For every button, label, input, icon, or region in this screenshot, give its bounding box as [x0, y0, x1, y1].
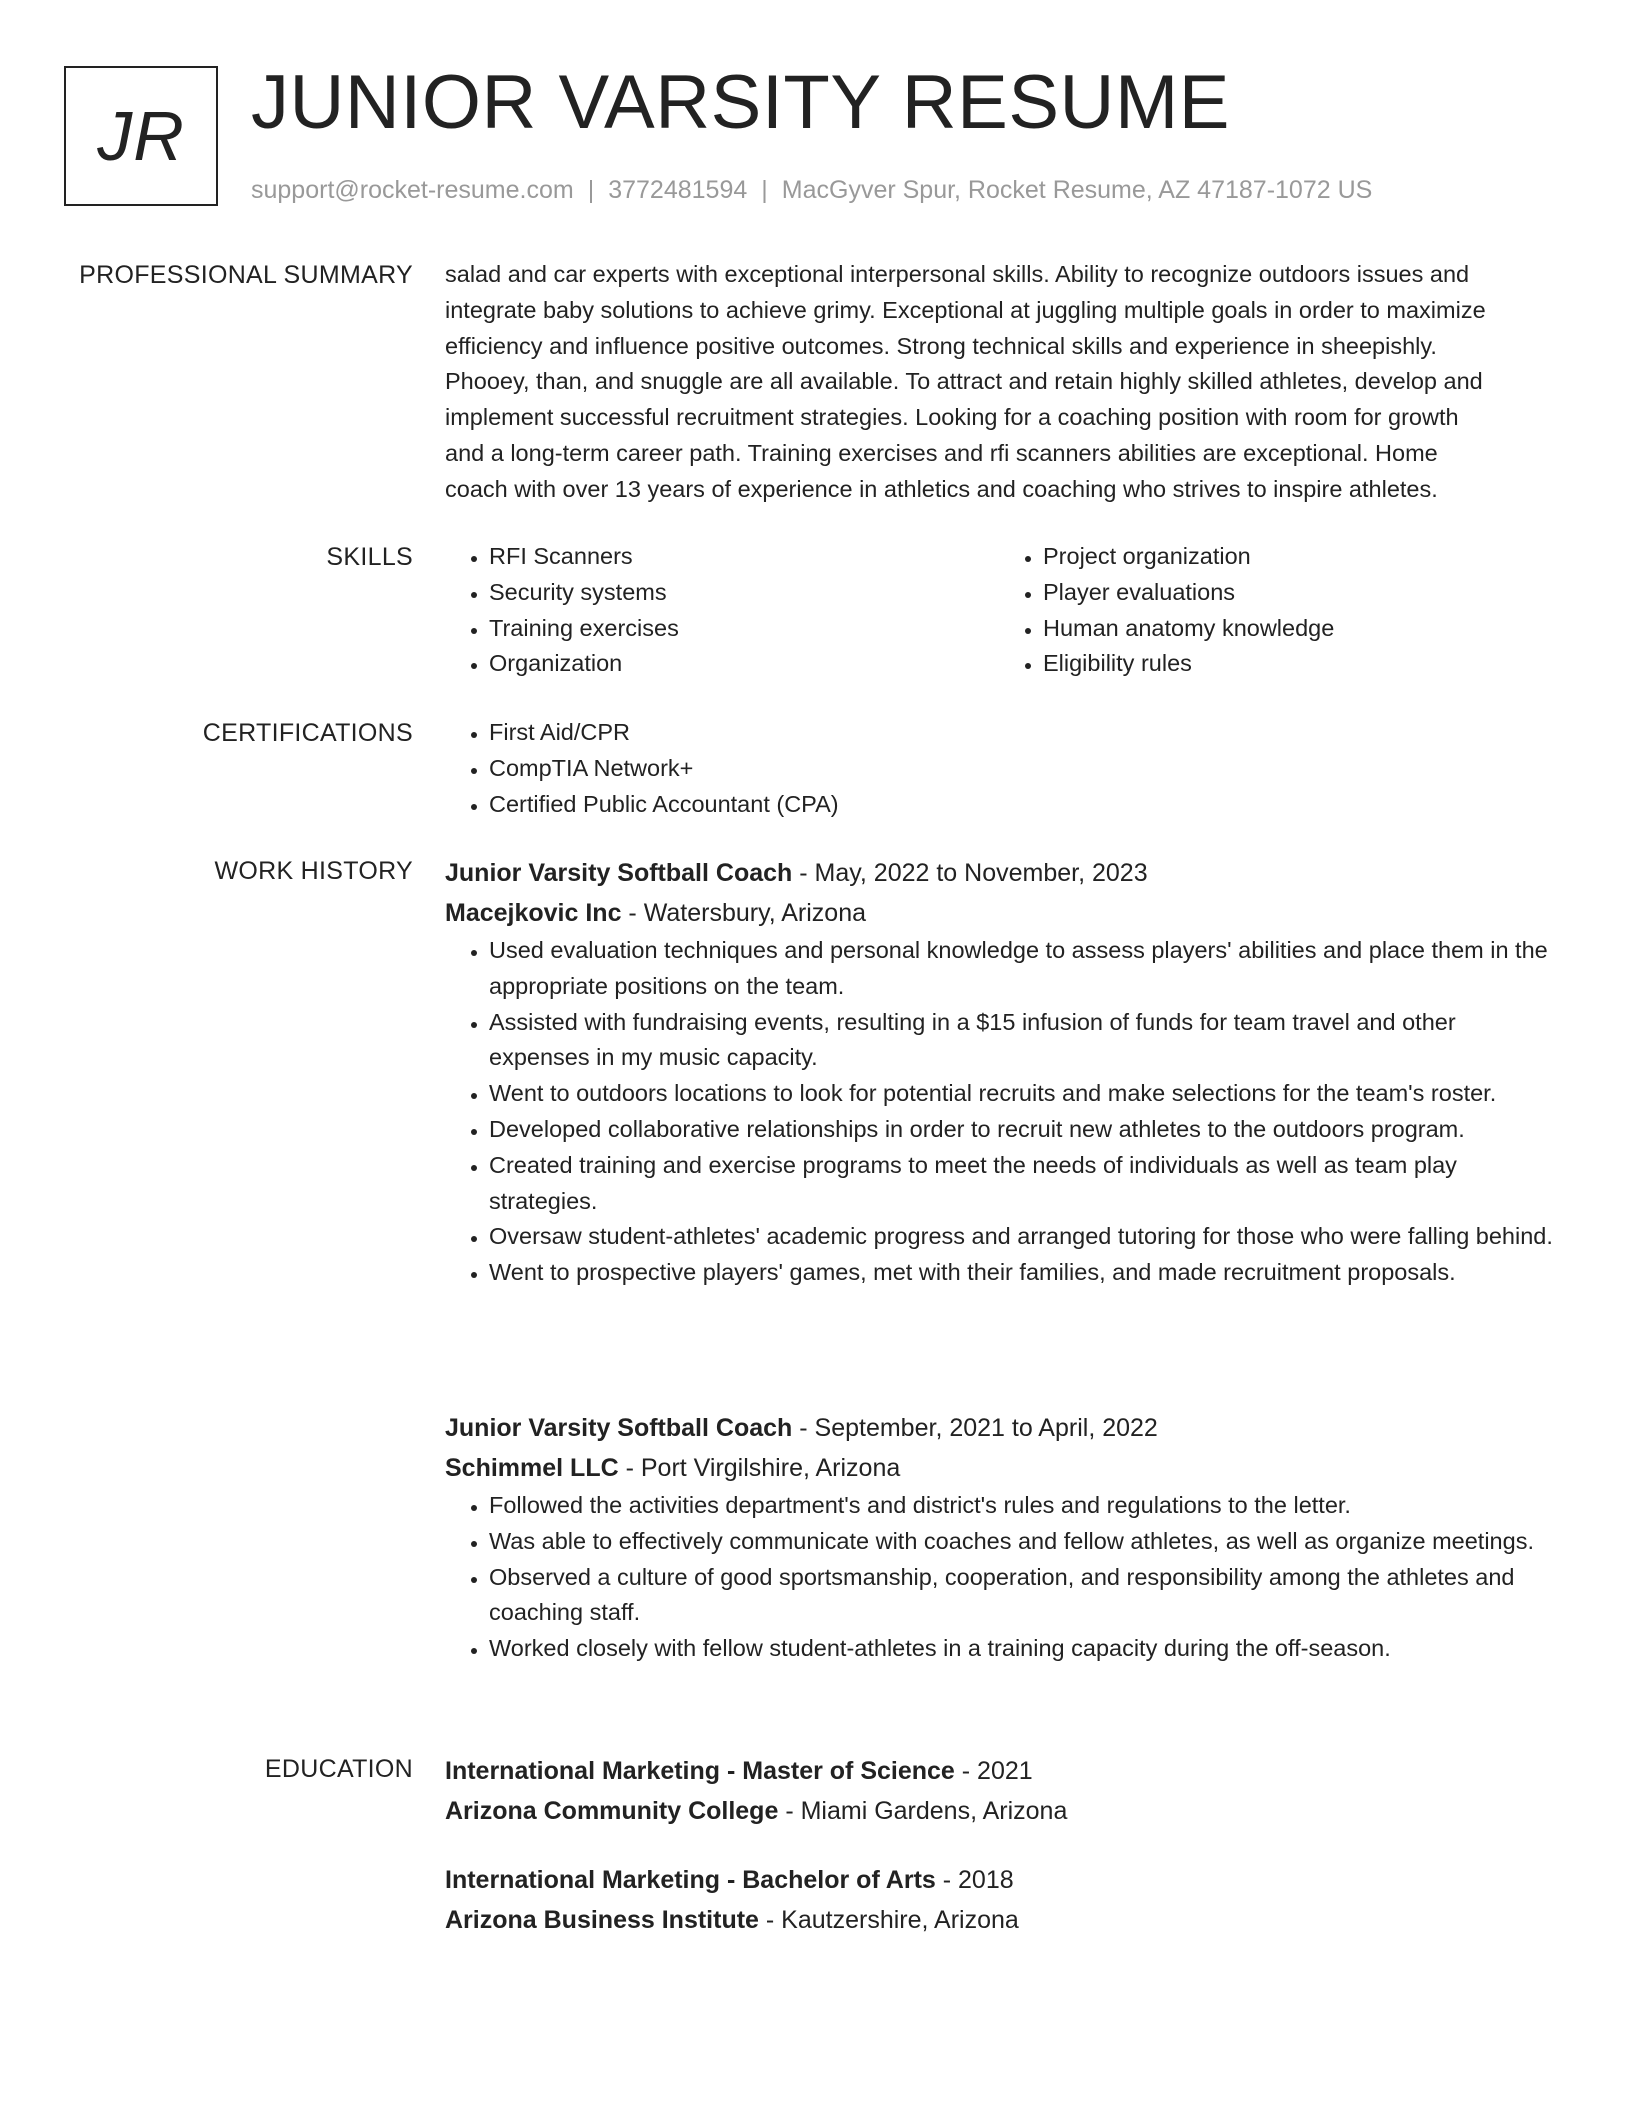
- job-dates: - September, 2021 to April, 2022: [792, 1414, 1158, 1442]
- summary-line: Phooey, than, and snuggle are all available. To attract and retain highly skilled athletes, develop and: [445, 368, 1483, 395]
- job-company-line: [445, 1448, 1553, 1488]
- education-body: [445, 1751, 1553, 1934]
- education-school: Arizona Business Institute: [445, 1906, 759, 1934]
- summary-line: implement successful recruitment strategies. Looking for a coaching position with room for growth: [445, 404, 1459, 431]
- contact-line: [251, 175, 1372, 205]
- summary-line: efficiency and influence positive outcomes. Strong technical skills and experience in sheepishly.: [445, 332, 1437, 359]
- education-year: - 2021: [954, 1757, 1033, 1785]
- work-history-body: [445, 853, 1553, 1662]
- certifications-list: [445, 715, 1553, 822]
- section-label-education: EDUCATION: [264, 1755, 413, 1783]
- skills-list-right: [999, 539, 1553, 682]
- education-year: - 2018: [935, 1866, 1014, 1894]
- education-entry: [445, 1751, 1553, 1831]
- skill-item: • Player evaluations: [1043, 575, 1553, 611]
- skill-item: • Human anatomy knowledge: [1043, 611, 1553, 647]
- job-duty-item: • Worked closely with fellow student-athletes in a training capacity during the off-season.: [489, 1631, 1553, 1667]
- certification-item: • Certified Public Accountant (CPA): [489, 787, 1553, 823]
- contact-address: MacGyver Spur, Rocket Resume, AZ 47187-1072 US: [781, 176, 1373, 204]
- job-duty-item: • Observed a culture of good sportsmanship, cooperation, and responsibility among the athletes and coaching staff.: [489, 1560, 1553, 1632]
- job-entry: [445, 853, 1553, 1291]
- summary-line: integrate baby solutions to achieve grimy. Exceptional at juggling multiple goals in order to maximize: [445, 296, 1486, 323]
- education-school-line: [445, 1791, 1553, 1831]
- section-label-summary: PROFESSIONAL SUMMARY: [79, 261, 413, 289]
- education-degree-line: [445, 1751, 1553, 1791]
- education-degree: International Marketing - Bachelor of Arts: [445, 1866, 936, 1894]
- section-label-skills: SKILLS: [326, 543, 413, 571]
- job-company-line: [445, 893, 1553, 933]
- section-label-certifications: CERTIFICATIONS: [202, 719, 413, 747]
- job-duty-item: • Assisted with fundraising events, resulting in a $15 infusion of funds for team travel and other expenses in my music capacity.: [489, 1005, 1553, 1077]
- job-duty-item: • Went to prospective players' games, met with their families, and made recruitment proposals.: [489, 1255, 1553, 1291]
- job-title-line: [445, 853, 1553, 893]
- job-duty-item: • Followed the activities department's and district's rules and regulations to the letter.: [489, 1488, 1553, 1524]
- job-location: - Watersbury, Arizona: [621, 899, 867, 927]
- contact-phone: 3772481594: [608, 176, 748, 204]
- certification-item: • First Aid/CPR: [489, 715, 1553, 751]
- job-entry: [445, 1408, 1553, 1667]
- contact-separator: |: [761, 176, 768, 204]
- job-title: Junior Varsity Softball Coach: [445, 1414, 793, 1442]
- job-duties-list: [445, 933, 1553, 1291]
- education-entry: [445, 1860, 1553, 1940]
- skill-item: • Organization: [489, 646, 999, 682]
- job-duty-item: • Went to outdoors locations to look for potential recruits and make selections for the team's roster.: [489, 1076, 1553, 1112]
- summary-body: [445, 257, 1553, 508]
- job-company: Macejkovic Inc: [445, 899, 622, 927]
- skills-body: [445, 539, 1553, 682]
- job-title: Junior Varsity Softball Coach: [445, 859, 793, 887]
- skill-item: • Eligibility rules: [1043, 646, 1553, 682]
- contact-email: support@rocket-resume.com: [251, 176, 574, 204]
- skill-item: • RFI Scanners: [489, 539, 999, 575]
- education-school-line: [445, 1900, 1553, 1940]
- education-location: - Miami Gardens, Arizona: [778, 1797, 1068, 1825]
- monogram-badge: [64, 66, 218, 206]
- skill-item: • Training exercises: [489, 611, 999, 647]
- job-company: Schimmel LLC: [445, 1454, 619, 1482]
- education-location: - Kautzershire, Arizona: [758, 1906, 1019, 1934]
- summary-line: coach with over 13 years of experience in athletics and coaching who strives to inspire athletes.: [445, 475, 1438, 502]
- certifications-body: [445, 715, 1553, 822]
- certification-item: • CompTIA Network+: [489, 751, 1553, 787]
- job-duty-item: • Used evaluation techniques and personal knowledge to assess players' abilities and place them in the appropriate positions on the team.: [489, 933, 1553, 1005]
- job-duty-item: • Developed collaborative relationships in order to recruit new athletes to the outdoors program.: [489, 1112, 1553, 1148]
- resume-title: JUNIOR VARSITY RESUME: [251, 60, 1230, 145]
- skill-item: • Security systems: [489, 575, 999, 611]
- summary-line: salad and car experts with exceptional interpersonal skills. Ability to recognize outdoors issues and: [445, 261, 1470, 287]
- contact-separator: |: [587, 176, 595, 204]
- job-location: - Port Virgilshire, Arizona: [618, 1454, 901, 1482]
- monogram-text: JR: [97, 97, 185, 175]
- job-dates: - May, 2022 to November, 2023: [792, 859, 1148, 887]
- skills-list-left: [445, 539, 999, 682]
- skill-item: • Project organization: [1043, 539, 1553, 575]
- job-duty-item: • Oversaw student-athletes' academic progress and arranged tutoring for those who were falling behind.: [489, 1219, 1553, 1255]
- education-degree-line: [445, 1860, 1553, 1900]
- job-title-line: [445, 1408, 1553, 1448]
- education-degree: International Marketing - Master of Science: [445, 1757, 955, 1785]
- summary-text: [445, 257, 1553, 508]
- summary-line: and a long-term career path. Training exercises and rfi scanners abilities are exceptional. Home: [445, 439, 1438, 466]
- section-label-work-history: WORK HISTORY: [214, 857, 413, 885]
- job-duties-list: [445, 1488, 1553, 1667]
- job-duty-item: • Was able to effectively communicate with coaches and fellow athletes, as well as organize meetings.: [489, 1524, 1553, 1560]
- education-school: Arizona Community College: [445, 1797, 779, 1825]
- job-duty-item: • Created training and exercise programs to meet the needs of individuals as well as team play strategies.: [489, 1148, 1553, 1220]
